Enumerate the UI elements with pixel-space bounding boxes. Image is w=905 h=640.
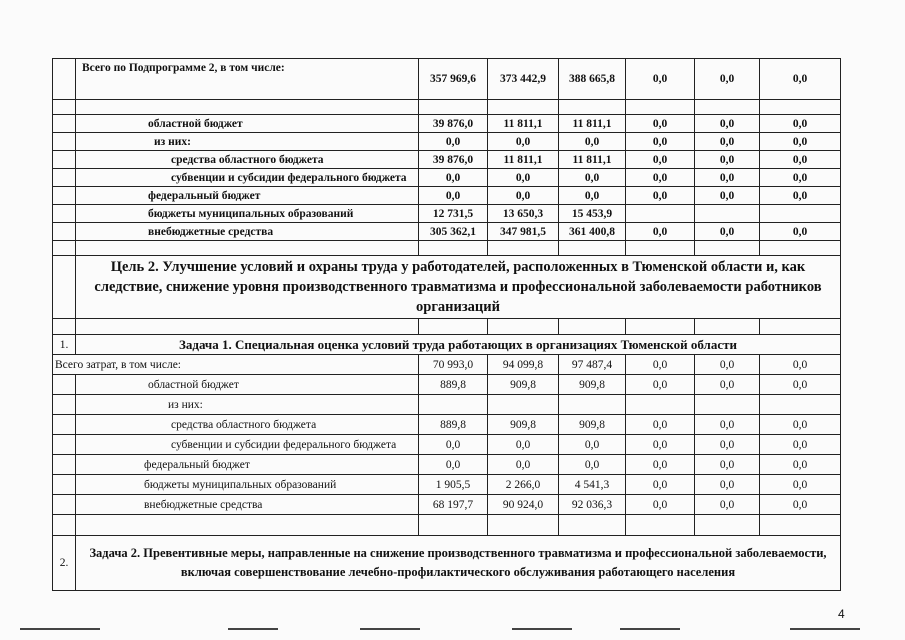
value-cell: 0,0 xyxy=(419,455,488,475)
value-cell: 0,0 xyxy=(695,59,760,100)
value-cell: 361 400,8 xyxy=(559,223,626,241)
empty-cell xyxy=(760,515,841,536)
value-cell: 0,0 xyxy=(488,455,559,475)
value-cell: 0,0 xyxy=(760,495,841,515)
row-number-cell xyxy=(53,169,76,187)
value-cell xyxy=(695,395,760,415)
table-row xyxy=(53,395,841,415)
row-label: из них: xyxy=(76,133,419,151)
value-cell: 70 993,0 xyxy=(419,355,488,375)
table-row xyxy=(53,100,841,115)
footer-rule xyxy=(512,628,572,630)
value-cell: 889,8 xyxy=(419,375,488,395)
value-cell: 0,0 xyxy=(695,435,760,455)
table-row xyxy=(53,205,841,223)
table-row xyxy=(53,133,841,151)
value-cell: 889,8 xyxy=(419,415,488,435)
goal-2-heading: Цель 2. Улучшение условий и охраны труда у работодателей, расположенных в Тюменской области и, как следствие, снижение уровня производственного травматизма и профессиональной заболеваемости работников организаций xyxy=(76,256,841,319)
empty-cell xyxy=(695,100,760,115)
value-cell: 0,0 xyxy=(559,455,626,475)
value-cell: 0,0 xyxy=(695,375,760,395)
row-label: средства областного бюджета xyxy=(76,415,419,435)
value-cell xyxy=(626,395,695,415)
value-cell: 15 453,9 xyxy=(559,205,626,223)
empty-cell xyxy=(76,319,419,335)
value-cell: 2 266,0 xyxy=(488,475,559,495)
value-cell xyxy=(419,395,488,415)
value-cell: 0,0 xyxy=(488,187,559,205)
row-label: внебюджетные средства xyxy=(76,223,419,241)
row-number-cell xyxy=(53,256,76,319)
task-number: 1. xyxy=(53,335,76,355)
table-row xyxy=(53,241,841,256)
row-label: бюджеты муниципальных образований xyxy=(76,475,419,495)
value-cell: 357 969,6 xyxy=(419,59,488,100)
value-cell: 909,8 xyxy=(559,415,626,435)
row-number-cell xyxy=(53,375,76,395)
empty-cell xyxy=(53,100,76,115)
table-row xyxy=(53,319,841,335)
value-cell: 909,8 xyxy=(488,375,559,395)
value-cell: 68 197,7 xyxy=(419,495,488,515)
row-label: областной бюджет xyxy=(76,115,419,133)
value-cell: 39 876,0 xyxy=(419,151,488,169)
value-cell: 11 811,1 xyxy=(488,151,559,169)
table-row xyxy=(53,475,841,495)
footer-rule xyxy=(360,628,420,630)
value-cell: 0,0 xyxy=(559,133,626,151)
footer-rule xyxy=(228,628,278,630)
table-row xyxy=(53,435,841,455)
empty-cell xyxy=(760,100,841,115)
table-row xyxy=(53,187,841,205)
value-cell: 0,0 xyxy=(626,151,695,169)
row-number-cell xyxy=(53,415,76,435)
value-cell: 0,0 xyxy=(626,375,695,395)
value-cell: 0,0 xyxy=(695,495,760,515)
row-label: внебюджетные средства xyxy=(76,495,419,515)
row-label: бюджеты муниципальных образований xyxy=(76,205,419,223)
table-row xyxy=(53,151,841,169)
empty-cell xyxy=(695,515,760,536)
value-cell: 11 811,1 xyxy=(559,151,626,169)
row-number-cell xyxy=(53,395,76,415)
empty-cell xyxy=(76,100,419,115)
value-cell: 0,0 xyxy=(626,415,695,435)
value-cell: 11 811,1 xyxy=(488,115,559,133)
row-label: субвенции и субсидии федерального бюджета xyxy=(76,169,419,187)
empty-cell xyxy=(488,241,559,256)
page-number: 4 xyxy=(838,607,845,621)
value-cell: 0,0 xyxy=(760,115,841,133)
table-row xyxy=(53,59,841,100)
value-cell: 0,0 xyxy=(695,151,760,169)
value-cell: 0,0 xyxy=(695,475,760,495)
table-row xyxy=(53,415,841,435)
value-cell: 1 905,5 xyxy=(419,475,488,495)
empty-cell xyxy=(626,515,695,536)
row-number-cell xyxy=(53,475,76,495)
value-cell: 0,0 xyxy=(626,475,695,495)
value-cell: 0,0 xyxy=(626,435,695,455)
empty-cell xyxy=(626,100,695,115)
task1-total-label: Всего затрат, в том числе: xyxy=(53,355,419,375)
value-cell: 0,0 xyxy=(559,435,626,455)
empty-cell xyxy=(695,319,760,335)
empty-cell xyxy=(488,319,559,335)
empty-cell xyxy=(559,100,626,115)
value-cell: 0,0 xyxy=(559,169,626,187)
empty-cell xyxy=(626,241,695,256)
footer-rule xyxy=(20,628,100,630)
value-cell: 94 099,8 xyxy=(488,355,559,375)
value-cell: 0,0 xyxy=(626,355,695,375)
value-cell: 13 650,3 xyxy=(488,205,559,223)
value-cell: 0,0 xyxy=(695,415,760,435)
empty-cell xyxy=(488,100,559,115)
empty-cell xyxy=(53,515,76,536)
budget-table xyxy=(52,58,841,591)
task-1-heading: Задача 1. Специальная оценка условий труда работающих в организациях Тюменской области xyxy=(76,335,841,355)
row-number-cell xyxy=(53,455,76,475)
value-cell: 0,0 xyxy=(760,133,841,151)
value-cell: 97 487,4 xyxy=(559,355,626,375)
value-cell: 0,0 xyxy=(626,169,695,187)
empty-cell xyxy=(76,241,419,256)
value-cell: 0,0 xyxy=(760,455,841,475)
value-cell: 909,8 xyxy=(559,375,626,395)
value-cell: 92 036,3 xyxy=(559,495,626,515)
task-2-heading: Задача 2. Превентивные меры, направленные на снижение производственного травматизма и профессиональной заболеваемости, включая совершенствование лечебно-профилактического обслуживания работающего населения xyxy=(76,536,841,591)
value-cell xyxy=(695,205,760,223)
empty-cell xyxy=(559,241,626,256)
value-cell: 0,0 xyxy=(760,375,841,395)
table-row xyxy=(53,515,841,536)
row-number-cell xyxy=(53,495,76,515)
footer-rule xyxy=(790,628,860,630)
value-cell: 0,0 xyxy=(488,133,559,151)
value-cell: 0,0 xyxy=(626,223,695,241)
value-cell: 0,0 xyxy=(695,223,760,241)
value-cell: 373 442,9 xyxy=(488,59,559,100)
row-label: областной бюджет xyxy=(76,375,419,395)
table-row xyxy=(53,223,841,241)
value-cell: 0,0 xyxy=(760,435,841,455)
value-cell: 0,0 xyxy=(626,133,695,151)
empty-cell xyxy=(559,319,626,335)
value-cell: 347 981,5 xyxy=(488,223,559,241)
value-cell: 0,0 xyxy=(419,187,488,205)
value-cell: 0,0 xyxy=(695,115,760,133)
table-row xyxy=(53,495,841,515)
value-cell: 0,0 xyxy=(695,133,760,151)
value-cell: 0,0 xyxy=(760,187,841,205)
empty-cell xyxy=(695,241,760,256)
table-row xyxy=(53,335,841,355)
row-number-cell xyxy=(53,205,76,223)
table-row xyxy=(53,115,841,133)
value-cell: 0,0 xyxy=(419,169,488,187)
value-cell: 0,0 xyxy=(760,475,841,495)
empty-cell xyxy=(559,515,626,536)
footer-rule xyxy=(620,628,680,630)
value-cell: 39 876,0 xyxy=(419,115,488,133)
value-cell: 0,0 xyxy=(760,169,841,187)
value-cell: 0,0 xyxy=(695,187,760,205)
value-cell: 90 924,0 xyxy=(488,495,559,515)
value-cell: 0,0 xyxy=(760,223,841,241)
row-number-cell xyxy=(53,59,76,100)
value-cell xyxy=(559,395,626,415)
row-number-cell xyxy=(53,115,76,133)
empty-cell xyxy=(760,241,841,256)
empty-cell xyxy=(53,319,76,335)
value-cell xyxy=(760,395,841,415)
value-cell: 0,0 xyxy=(695,169,760,187)
empty-cell xyxy=(419,319,488,335)
row-number-cell xyxy=(53,151,76,169)
row-label: федеральный бюджет xyxy=(76,455,419,475)
value-cell: 0,0 xyxy=(695,355,760,375)
task-number: 2. xyxy=(53,536,76,591)
empty-cell xyxy=(53,241,76,256)
row-number-cell xyxy=(53,223,76,241)
subprogram-total-label: Всего по Подпрограмме 2, в том числе: xyxy=(76,59,419,100)
row-number-cell xyxy=(53,187,76,205)
value-cell: 0,0 xyxy=(488,169,559,187)
empty-cell xyxy=(419,100,488,115)
empty-cell xyxy=(488,515,559,536)
row-label: из них: xyxy=(76,395,419,415)
value-cell: 0,0 xyxy=(626,115,695,133)
value-cell xyxy=(488,395,559,415)
table-row xyxy=(53,455,841,475)
value-cell: 0,0 xyxy=(419,133,488,151)
empty-cell xyxy=(76,515,419,536)
empty-cell xyxy=(760,319,841,335)
value-cell: 0,0 xyxy=(419,435,488,455)
row-number-cell xyxy=(53,435,76,455)
table-row xyxy=(53,256,841,319)
value-cell: 388 665,8 xyxy=(559,59,626,100)
table-row xyxy=(53,355,841,375)
value-cell: 0,0 xyxy=(760,59,841,100)
value-cell xyxy=(626,205,695,223)
value-cell: 0,0 xyxy=(626,495,695,515)
value-cell: 0,0 xyxy=(488,435,559,455)
empty-cell xyxy=(626,319,695,335)
row-label: федеральный бюджет xyxy=(76,187,419,205)
value-cell xyxy=(760,205,841,223)
row-label: средства областного бюджета xyxy=(76,151,419,169)
value-cell: 0,0 xyxy=(626,455,695,475)
value-cell: 0,0 xyxy=(695,455,760,475)
empty-cell xyxy=(419,241,488,256)
value-cell: 4 541,3 xyxy=(559,475,626,495)
value-cell: 0,0 xyxy=(760,151,841,169)
value-cell: 0,0 xyxy=(626,187,695,205)
value-cell: 12 731,5 xyxy=(419,205,488,223)
value-cell: 0,0 xyxy=(760,355,841,375)
value-cell: 0,0 xyxy=(626,59,695,100)
value-cell: 0,0 xyxy=(559,187,626,205)
table-row xyxy=(53,169,841,187)
value-cell: 11 811,1 xyxy=(559,115,626,133)
empty-cell xyxy=(419,515,488,536)
table-row xyxy=(53,536,841,591)
value-cell: 909,8 xyxy=(488,415,559,435)
value-cell: 305 362,1 xyxy=(419,223,488,241)
table-row xyxy=(53,375,841,395)
value-cell: 0,0 xyxy=(760,415,841,435)
row-label: субвенции и субсидии федерального бюджета xyxy=(76,435,419,455)
row-number-cell xyxy=(53,133,76,151)
